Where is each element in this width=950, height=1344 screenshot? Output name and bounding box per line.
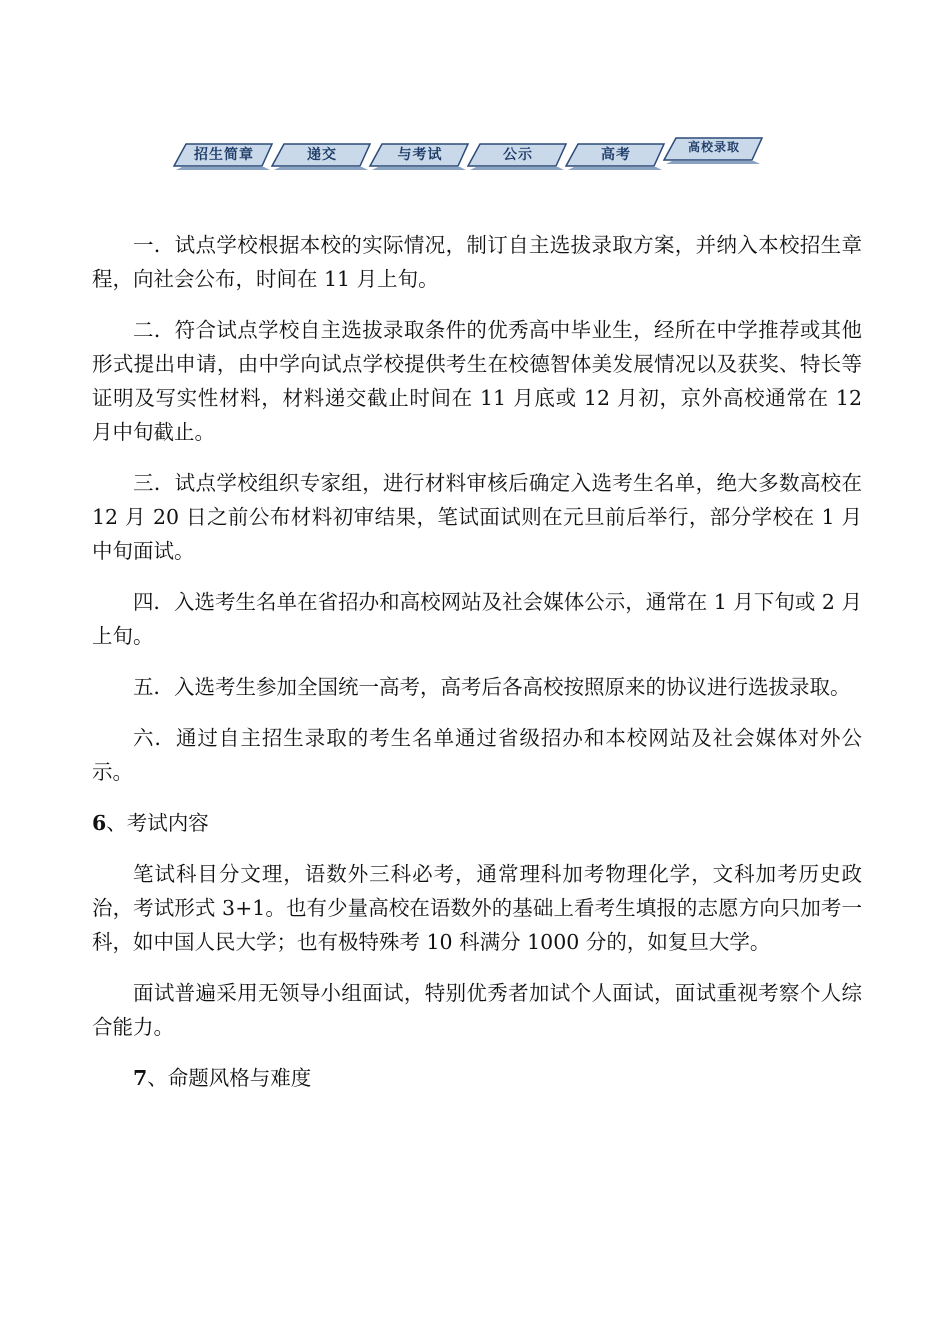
- paragraph-step-6: 六．通过自主招生录取的考生名单通过省级招办和本校网站及社会媒体对外公示。: [92, 726, 862, 784]
- paragraph-step-4: 四．入选考生名单在省招办和高校网站及社会媒体公示，通常在 1 月下旬或 2 月上旬。: [92, 590, 862, 648]
- section-heading-question-style: [92, 1061, 862, 1095]
- step-label: 招生简章: [194, 147, 254, 163]
- step-submission: [270, 134, 374, 172]
- document-body: [92, 228, 862, 1112]
- step-label: 高校录取: [687, 140, 740, 154]
- section-heading-exam-content: [92, 806, 862, 840]
- step-admission-brochure: [172, 134, 276, 172]
- step-university-admission: [662, 134, 766, 172]
- step-publicity: [466, 134, 570, 172]
- paragraph-step-3: 三．试点学校组织专家组，进行材料审核后确定入选考生名单，绝大多数高校在 12 月 20 日之前公布材料初审结果，笔试面试则在元旦前后举行，部分学校在 1 月中旬面试。: [92, 471, 862, 563]
- step-label: 公示: [503, 147, 533, 163]
- step-label: 递交: [307, 147, 337, 163]
- paragraph-written-exam: 笔试科目分文理，语数外三科必考，通常理科加考物理化学，文科加考历史政治，考试形式 3+1。也有少量高校在语数外的基础上看考生填报的志愿方向只加考一科，如中国人民大学；也有极特殊考 10 科满分 1000 分的，如复旦大学。: [92, 862, 862, 954]
- section-title: 、命题风格与难度: [147, 1066, 312, 1090]
- step-label: 与考试: [397, 147, 443, 163]
- section-title: 、考试内容: [106, 811, 209, 835]
- section-number: 6: [92, 811, 107, 835]
- step-gaokao: [564, 134, 668, 172]
- process-step-banner: [172, 134, 778, 174]
- step-exam: [368, 134, 472, 172]
- paragraph-step-2: 二．符合试点学校自主选拔录取条件的优秀高中毕业生，经所在中学推荐或其他形式提出申请，由中学向试点学校提供考生在校德智体美发展情况以及获奖、特长等证明及写实性材料，材料递交截止时间在 11 月底或 12 月初，京外高校通常在 12 月中旬截止。: [92, 318, 862, 444]
- section-number: 7: [133, 1066, 148, 1090]
- paragraph-interview: 面试普遍采用无领导小组面试，特别优秀者加试个人面试，面试重视考察个人综合能力。: [92, 981, 862, 1039]
- paragraph-step-5: 五．入选考生参加全国统一高考，高考后各高校按照原来的协议进行选拔录取。: [133, 675, 851, 699]
- step-label: 高考: [601, 147, 631, 163]
- paragraph-step-1: 一．试点学校根据本校的实际情况，制订自主选拔录取方案，并纳入本校招生章程，向社会公布，时间在 11 月上旬。: [92, 233, 862, 291]
